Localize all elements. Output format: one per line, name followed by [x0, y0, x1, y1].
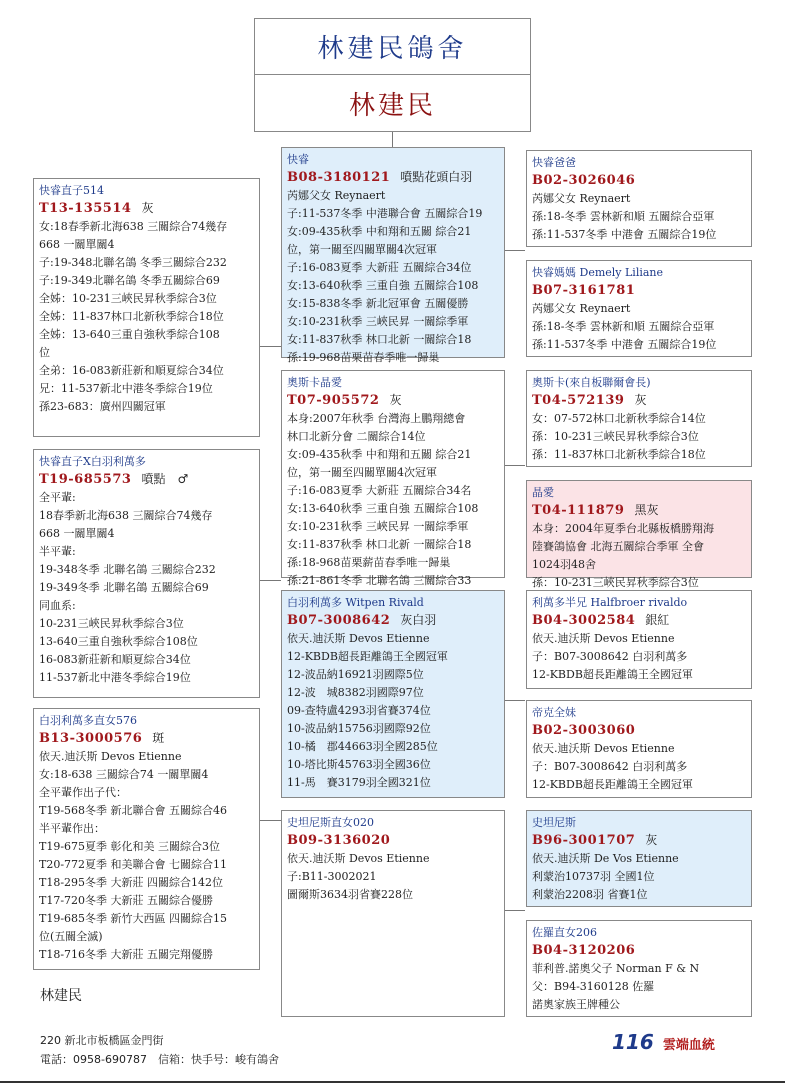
box-title: 快睿媽媽 Demely Liliane — [532, 266, 664, 279]
record-line: 全平輩作出子代： — [39, 786, 127, 799]
record-line: 位，第一關至四關單關4次冠軍 — [287, 243, 437, 256]
pedigree-granddam-2[interactable] — [281, 810, 505, 1017]
record-line: 依天.迪沃斯 De Vos Etienne — [532, 852, 679, 865]
record-line: 半平輩作出： — [39, 822, 105, 835]
record-line: 12-波 城8382羽國際97位 — [287, 686, 424, 699]
record-line: 芮娜父女 Reynaert — [287, 189, 386, 202]
record-line: T19-568冬季 新北聯合會 五關綜合46 — [39, 804, 228, 817]
record-line: 10-231三峽民昇秋季綜合3位 — [39, 617, 184, 630]
box-title: 快睿直子X白羽利萬多 — [39, 455, 146, 468]
record-line: 12-波品納16921羽國際5位 — [287, 668, 424, 681]
bottom-rule — [0, 1081, 785, 1083]
record-line: 依天.迪沃斯 Devos Etienne — [532, 632, 675, 645]
record-line: 孫：10-231三峽民昇秋季綜合3位 — [532, 576, 699, 589]
record-line: 10-橘 郡44663羽全國285位 — [287, 740, 438, 753]
record-line: 依天.迪沃斯 Devos Etienne — [287, 632, 430, 645]
record-line: 半平輩: — [39, 545, 76, 558]
pedigree-grandsire-2[interactable] — [281, 590, 505, 798]
record-line: 位，第一關至四關單關4次冠軍 — [287, 466, 437, 479]
pedigree-sire[interactable] — [33, 178, 260, 437]
record-line: T19-685冬季 新竹大西區 四關綜合15 — [39, 912, 228, 925]
record-line: 全平輩: — [39, 491, 76, 504]
box-title: 白羽利萬多直女576 — [39, 714, 137, 727]
box-title: 史坦尼斯直女020 — [287, 816, 374, 829]
record-line: 女:10-231秋季 三峽民昇 一關綜季軍 — [287, 520, 469, 533]
box-title: 奧斯卡晶愛 — [287, 376, 342, 389]
ring-number: T19-685573 噴點 ♂ — [39, 472, 189, 487]
record-line: 位 — [39, 346, 50, 359]
record-line: 同血系: — [39, 599, 76, 612]
record-line: T18-295冬季 大新莊 四關綜合142位 — [39, 876, 224, 889]
record-line: 09-查特盧4293羽省賽374位 — [287, 704, 431, 717]
record-line: 全弟：16-083新莊新和順夏綜合34位 — [39, 364, 224, 377]
owner-signature: 林建民 — [40, 988, 82, 1004]
record-line: 孫:18-冬季 雲林新和順 五關綜合亞軍 — [532, 210, 715, 223]
record-line: 孫:21-861冬季 北聯名鴿 三關綜合33 — [287, 574, 472, 587]
record-line: 孫:11-537冬季 中港會 五關綜合19位 — [532, 228, 717, 241]
ring-number: B08-3180121 噴點花頭白羽 — [287, 170, 473, 185]
record-line: 陸賽鴿協會 北海五關綜合季軍 全會 — [532, 540, 704, 553]
title-box — [254, 18, 531, 132]
record-line: 利蒙治10737羽 全國1位 — [532, 870, 655, 883]
pedigree-ggparent-3[interactable] — [526, 370, 752, 467]
record-line: 孫:18-968苗栗薪苗春季唯一歸巢 — [287, 556, 451, 569]
logo-number: 116 — [612, 1030, 654, 1054]
record-line: 林口北新分會 二關綜合14位 — [287, 430, 426, 443]
ring-number: B07-3008642 灰白羽 — [287, 613, 437, 628]
connector — [505, 910, 525, 911]
record-line: 女:13-640秋季 三重自強 五關綜合108 — [287, 502, 479, 515]
record-line: 孫：11-837林口北新秋季綜合18位 — [532, 448, 706, 461]
record-line: 孫23-683：廣州四關冠軍 — [39, 400, 166, 413]
record-line: 子:16-083夏季 大新莊 五關綜合34位 — [287, 261, 472, 274]
record-line: 芮娜父女 Reynaert — [532, 192, 631, 205]
record-line: 本身:2007年秋季 台灣海上鵬翔總會 — [287, 412, 466, 425]
record-line: 12-KBDB超長距離鴿王全國冠軍 — [287, 650, 448, 663]
record-line: 女：07-572林口北新秋季綜合14位 — [532, 412, 706, 425]
pedigree-ggparent-4[interactable] — [526, 480, 752, 589]
pedigree-grandsire-1[interactable] — [281, 147, 505, 364]
pedigree-granddam-1[interactable] — [281, 370, 505, 587]
ring-number: B07-3161781 — [532, 283, 636, 298]
box-title: 帝克全妹 — [532, 706, 576, 719]
loft-name: 林建民鴿舍 — [255, 19, 530, 75]
record-line: 利蒙治2208羽 省賽1位 — [532, 888, 648, 901]
record-line: 16-083新莊新和順夏綜合34位 — [39, 653, 191, 666]
pedigree-ggparent-8[interactable] — [526, 920, 752, 1017]
box-title: 白羽利萬多 Witpen Rivald — [287, 596, 424, 609]
record-line: T18-716冬季 大新莊 五關完翔優勝 — [39, 948, 214, 961]
record-line: 11-537新北中港冬季綜合19位 — [39, 671, 191, 684]
pedigree-ggparent-1[interactable] — [526, 150, 752, 247]
record-line: 女:11-837秋季 林口北新 一關綜合18 — [287, 333, 472, 346]
record-line: 18春季新北海638 三關綜合74幾存 — [39, 509, 213, 522]
pedigree-ggparent-7[interactable] — [526, 810, 752, 907]
record-line: T17-720冬季 大新莊 五關綜合優勝 — [39, 894, 214, 907]
record-line: 11-馬 賽3179羽全國321位 — [287, 776, 431, 789]
record-line: 子:19-348北聯名鴿 冬季三關綜合232 — [39, 256, 227, 269]
record-line: 10-波品納15756羽國際92位 — [287, 722, 431, 735]
record-line: 12-KBDB超長距離鴿王全國冠軍 — [532, 778, 693, 791]
ring-number: B02-3003060 — [532, 723, 636, 738]
record-line: 子:11-537冬季 中港聯合會 五關綜合19 — [287, 207, 483, 220]
record-line: 子：B07-3008642 白羽利萬多 — [532, 760, 688, 773]
connector — [259, 580, 281, 581]
ring-number: T07-905572 灰 — [287, 393, 402, 408]
record-line: 孫：10-231三峽民昇秋季綜合3位 — [532, 430, 699, 443]
ring-number: B04-3002584 銀紅 — [532, 613, 670, 628]
record-line: 子：B07-3008642 白羽利萬多 — [532, 650, 688, 663]
record-line: 位(五關全滅) — [39, 930, 103, 943]
pedigree-dam[interactable] — [33, 708, 260, 970]
logo-text: 雲端血統 — [662, 1038, 715, 1053]
record-line: 668 一關單關4 — [39, 238, 115, 251]
box-title: 快睿爸爸 — [532, 156, 576, 169]
box-title: 利萬多半兄 Halfbroer rivaldo — [532, 596, 688, 609]
record-line: T20-772夏季 和美聯合會 七關綜合11 — [39, 858, 228, 871]
box-title: 佐羅直女206 — [532, 926, 597, 939]
ring-number: T04-572139 灰 — [532, 393, 647, 408]
connector — [505, 465, 525, 466]
record-line: T19-675夏季 彰化和美 三關綜合3位 — [39, 840, 221, 853]
record-line: 女:09-435秋季 中和翔和五關 綜合21 — [287, 225, 472, 238]
record-line: 女:15-838冬季 新北冠軍會 五關優勝 — [287, 297, 469, 310]
record-line: 依天.迪沃斯 Devos Etienne — [39, 750, 182, 763]
pedigree-ggparent-6[interactable] — [526, 700, 752, 798]
connector — [259, 346, 281, 347]
record-line: 13-640三重自強秋季綜合108位 — [39, 635, 198, 648]
record-line: 諾奧家族王牌種公 — [532, 998, 620, 1011]
record-line: 全姊：10-231三峽民昇秋季綜合3位 — [39, 292, 217, 305]
record-line: 芮娜父女 Reynaert — [532, 302, 631, 315]
ring-number: B13-3000576 斑 — [39, 731, 165, 746]
record-line: 菲利普.諾奧父子 Norman F & N — [532, 962, 700, 975]
record-line: 兄：11-537新北中港冬季綜合19位 — [39, 382, 213, 395]
record-line: 668 一關單關4 — [39, 527, 115, 540]
ring-number: B09-3136020 — [287, 833, 391, 848]
record-line: 子:19-349北聯名鴿 冬季五關綜合69 — [39, 274, 220, 287]
ring-number: B02-3026046 — [532, 173, 636, 188]
record-line: 圖爾斯3634羽省賽228位 — [287, 888, 413, 901]
ring-number: T04-111879 黑灰 — [532, 503, 659, 518]
box-title: 史坦尼斯 — [532, 816, 576, 829]
record-line: 女:09-435秋季 中和翔和五關 綜合21 — [287, 448, 472, 461]
record-line: 12-KBDB超長距離鴿王全國冠軍 — [532, 668, 693, 681]
record-line: 女:10-231秋季 三峽民昇 一關綜季軍 — [287, 315, 469, 328]
record-line: 女:11-837秋季 林口北新 一關綜合18 — [287, 538, 472, 551]
record-line: 全姊：11-837林口北新秋季綜合18位 — [39, 310, 224, 323]
box-title: 快睿 — [287, 153, 309, 166]
connector — [392, 132, 393, 147]
record-line: 孫:19-968苗栗苗春季唯一歸巢 — [287, 351, 440, 364]
record-line: 10-塔比斯45763羽全國36位 — [287, 758, 431, 771]
record-line: 子:B11-3002021 — [287, 870, 377, 883]
record-line: 1024羽48舍 — [532, 558, 596, 571]
pedigree-subject[interactable] — [33, 449, 260, 698]
footer-contact: 電話：0958-690787 信箱：快手号：峻有鴿舍 — [40, 1053, 279, 1066]
record-line: 全姊：13-640三重自強秋季綜合108 — [39, 328, 220, 341]
connector — [505, 700, 525, 701]
brand-logo — [612, 1030, 722, 1060]
record-line: 子:16-083夏季 大新莊 五關綜合34名 — [287, 484, 472, 497]
footer-address: 220 新北市板橋區金門街 — [40, 1034, 164, 1047]
record-line: 女:18春季新北海638 三關綜合74幾存 — [39, 220, 228, 233]
record-line: 依天.迪沃斯 Devos Etienne — [532, 742, 675, 755]
record-line: 本身：2004年夏季台北縣板橋勝翔海 — [532, 522, 714, 535]
pedigree-ggparent-5[interactable] — [526, 590, 752, 689]
box-title: 快睿直子514 — [39, 184, 104, 197]
ring-number: B96-3001707 灰 — [532, 833, 658, 848]
record-line: 孫:18-冬季 雲林新和順 五關綜合亞軍 — [532, 320, 715, 333]
record-line: 依天.迪沃斯 Devos Etienne — [287, 852, 430, 865]
box-title: 晶愛 — [532, 486, 554, 499]
pedigree-ggparent-2[interactable] — [526, 260, 752, 357]
ring-number: B04-3120206 — [532, 943, 636, 958]
connector — [259, 820, 281, 821]
record-line: 女:13-640秋季 三重自強 五關綜合108 — [287, 279, 479, 292]
box-title: 奧斯卡(來自板聯爾會長) — [532, 376, 651, 389]
owner-name: 林建民 — [348, 90, 436, 121]
record-line: 19-348冬季 北聯名鴿 三關綜合232 — [39, 563, 216, 576]
record-line: 女:18-638 三關綜合74 一關單關4 — [39, 768, 209, 781]
record-line: 19-349冬季 北聯名鴿 五關綜合69 — [39, 581, 209, 594]
record-line: 孫:11-537冬季 中港會 五關綜合19位 — [532, 338, 717, 351]
ring-number: T13-135514 灰 — [39, 201, 154, 216]
connector — [505, 250, 525, 251]
record-line: 父：B94-3160128 佐羅 — [532, 980, 655, 993]
